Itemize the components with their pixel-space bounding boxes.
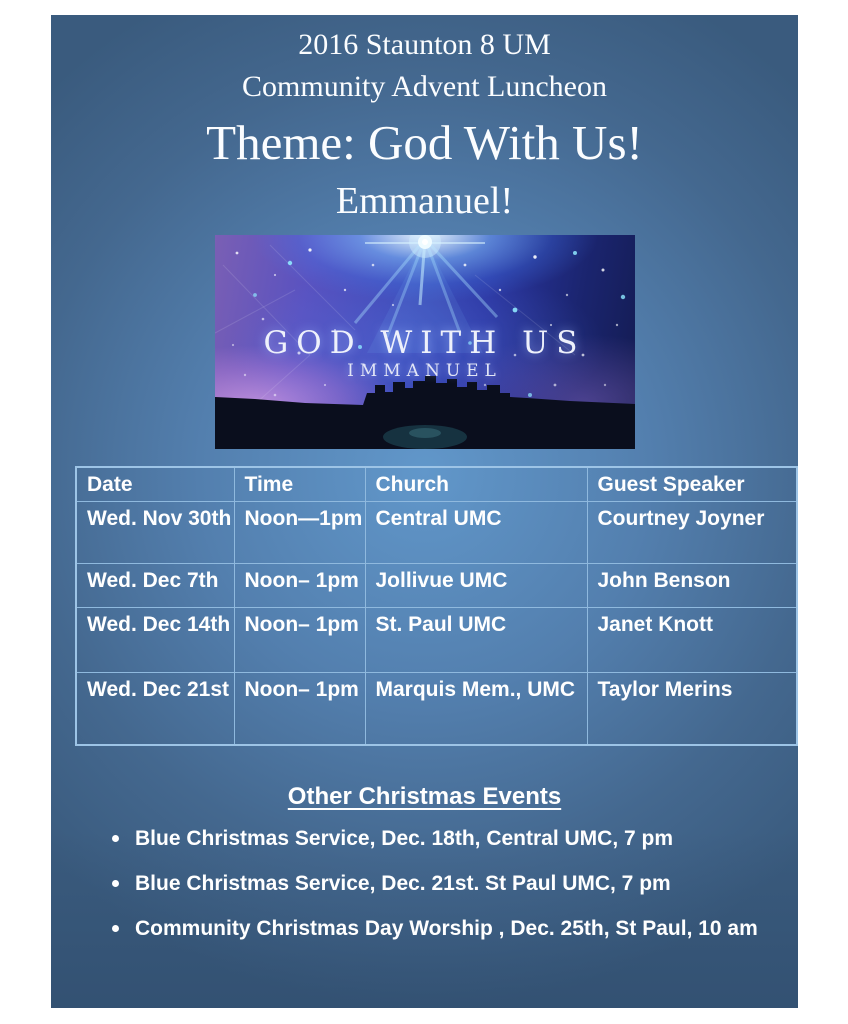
table-row: [76, 672, 797, 745]
cell-church: Marquis Mem., UMC: [365, 672, 587, 745]
cell-time: Noon– 1pm: [234, 563, 365, 607]
cell-time: Noon– 1pm: [234, 672, 365, 745]
col-header-date: Date: [76, 467, 234, 501]
god-with-us-image: [215, 235, 635, 449]
title-line-1: 2016 Staunton 8 UM: [298, 28, 551, 61]
table-row: [76, 501, 797, 563]
cell-time: Noon– 1pm: [234, 607, 365, 672]
cell-time: Noon—1pm: [234, 501, 365, 563]
cell-speaker: John Benson: [587, 563, 797, 607]
event-text: Blue Christmas Service, Dec. 21st. St Paul UMC, 7 pm: [135, 872, 671, 895]
theme-heading: Theme: God With Us!: [206, 115, 643, 170]
title-line-2: Community Advent Luncheon: [242, 70, 607, 103]
cell-speaker: Taylor Merins: [587, 672, 797, 745]
list-item: [51, 827, 798, 851]
col-header-church: Church: [365, 467, 587, 501]
luncheon-schedule-table: [75, 466, 798, 746]
cell-speaker: Janet Knott: [587, 607, 797, 672]
cell-speaker: Courtney Joyner: [587, 501, 797, 563]
cell-church: Jollivue UMC: [365, 563, 587, 607]
table-row: [76, 607, 797, 672]
col-header-guest-speaker: Guest Speaker: [587, 467, 797, 501]
other-events-heading: Other Christmas Events: [287, 783, 562, 810]
hero-title-text: GOD WITH US: [263, 325, 586, 361]
flyer-panel: [51, 15, 798, 1008]
cell-date: Wed. Dec 21st: [76, 672, 234, 745]
bullet-icon: [112, 880, 119, 887]
hero-subtitle-text: IMMANUEL: [347, 361, 502, 381]
other-events-list: [51, 827, 798, 941]
table-header-row: [76, 467, 797, 501]
table-row: [76, 563, 797, 607]
event-text: Blue Christmas Service, Dec. 18th, Central UMC, 7 pm: [135, 827, 674, 850]
bullet-icon: [112, 835, 119, 842]
list-item: [51, 917, 798, 941]
bullet-icon: [112, 925, 119, 932]
cell-date: Wed. Dec 14th: [76, 607, 234, 672]
ground-glow-core: [409, 428, 441, 438]
col-header-time: Time: [234, 467, 365, 501]
cell-date: Wed. Dec 7th: [76, 563, 234, 607]
cell-church: St. Paul UMC: [365, 607, 587, 672]
list-item: [51, 872, 798, 896]
event-text: Community Christmas Day Worship , Dec. 25th, St Paul, 10 am: [135, 917, 758, 940]
cell-church: Central UMC: [365, 501, 587, 563]
subtitle-heading: Emmanuel!: [335, 180, 514, 222]
cell-date: Wed. Nov 30th: [76, 501, 234, 563]
